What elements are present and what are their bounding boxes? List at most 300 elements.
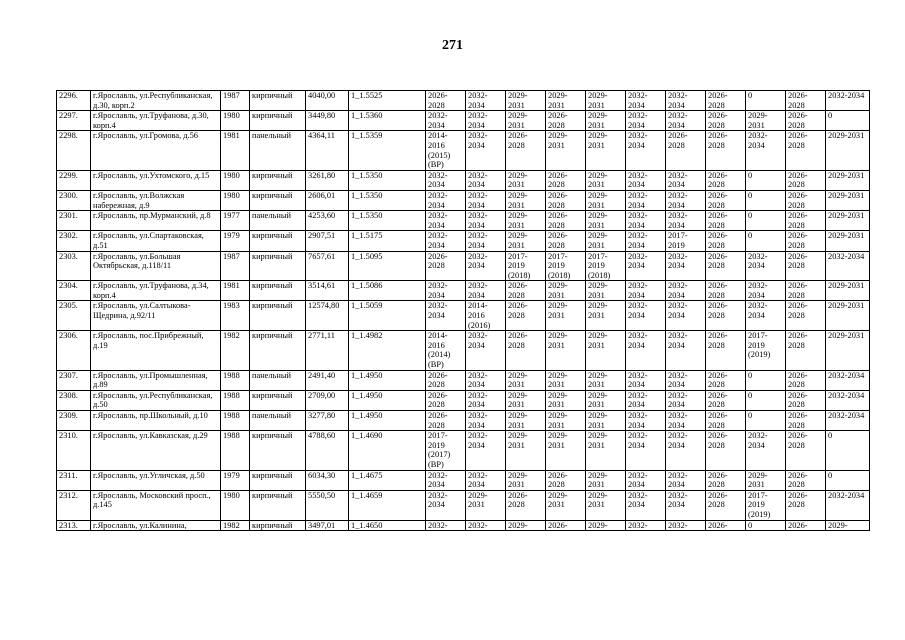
address-cell: г.Ярославль, ул.Салтыкова-Щедрина, д.92/11 [91, 301, 221, 331]
table-row [57, 190, 870, 210]
repair-period-cell: 2026-2028 [426, 411, 466, 431]
table-row [57, 490, 870, 520]
house-code-cell: 1_1.4950 [349, 411, 426, 431]
build-year-cell: 1982 [221, 331, 250, 370]
repair-period-cell: 2032-2034 [666, 211, 706, 231]
repair-period-cell: 2029-2031 [546, 91, 586, 111]
row-number-cell: 2308. [57, 390, 91, 410]
row-number-cell: 2296. [57, 91, 91, 111]
repair-period-cell: 2026-2028 [426, 251, 466, 281]
repair-period-cell: 2032-2034 [426, 281, 466, 301]
repair-period-cell: 2026-2028 [706, 470, 746, 490]
table-row [57, 331, 870, 370]
repair-period-cell: 2029-2031 [826, 131, 870, 170]
house-code-cell: 1_1.5360 [349, 111, 426, 131]
repair-period-cell: 2026-2028 [706, 170, 746, 190]
repair-period-cell: 2017-2019 (2019) [746, 490, 786, 520]
area-cell: 3514,61 [306, 281, 349, 301]
repair-period-cell: 2026-2028 [706, 231, 746, 251]
house-code-cell: 1_1.5350 [349, 170, 426, 190]
repair-period-cell: 2026-2028 [706, 331, 746, 370]
repair-period-cell: 2026-2028 [666, 131, 706, 170]
house-code-cell: 1_1.4950 [349, 390, 426, 410]
repair-period-cell: 2029-2031 [506, 190, 546, 210]
repair-period-cell: 2032-2034 [466, 390, 506, 410]
repair-period-cell: 2029-2031 [586, 490, 626, 520]
repair-period-cell: 2029-2031 [826, 281, 870, 301]
repair-period-cell: 2029-2031 [506, 470, 546, 490]
address-cell: г.Ярославль, Московский просп., д.145 [91, 490, 221, 520]
row-number-cell: 2300. [57, 190, 91, 210]
repair-period-cell: 2026-2028 [786, 431, 826, 470]
repair-period-cell: 2032-2034 [466, 231, 506, 251]
build-year-cell: 1983 [221, 301, 250, 331]
repair-period-cell: 2026-2028 [546, 170, 586, 190]
repair-period-cell: 2032- [666, 520, 706, 531]
repair-period-cell: 2032-2034 [466, 211, 506, 231]
repair-period-cell: 2026-2028 [786, 111, 826, 131]
repair-period-cell: 2029-2031 [506, 431, 546, 470]
address-cell: г.Ярославль, пос.Прибрежный, д.19 [91, 331, 221, 370]
table-row [57, 131, 870, 170]
repair-period-cell: 2032-2034 [746, 431, 786, 470]
repair-period-cell: 2029-2031 [546, 131, 586, 170]
table-row [57, 370, 870, 390]
area-cell: 4253,60 [306, 211, 349, 231]
repair-period-cell: 2026- [706, 520, 746, 531]
repair-period-cell: 2032-2034 [746, 281, 786, 301]
repair-period-cell: 2032-2034 [666, 390, 706, 410]
repair-period-cell: 2026-2028 [546, 231, 586, 251]
house-code-cell: 1_1.5350 [349, 211, 426, 231]
repair-period-cell: 2029-2031 [586, 190, 626, 210]
repair-period-cell: 2032-2034 [626, 331, 666, 370]
wall-material-cell: кирпичный [250, 170, 306, 190]
area-cell: 2491,40 [306, 370, 349, 390]
repair-period-cell: 2029-2031 [586, 390, 626, 410]
repair-period-cell: 0 [746, 411, 786, 431]
row-number-cell: 2306. [57, 331, 91, 370]
row-number-cell: 2298. [57, 131, 91, 170]
house-code-cell: 1_1.4650 [349, 520, 426, 531]
table-row [57, 301, 870, 331]
wall-material-cell: кирпичный [250, 190, 306, 210]
repair-period-cell: 2029-2031 [506, 111, 546, 131]
repair-period-cell: 2026-2028 [706, 301, 746, 331]
repair-period-cell: 2032-2034 [466, 431, 506, 470]
repair-period-cell: 2032-2034 [466, 111, 506, 131]
area-cell: 3277,80 [306, 411, 349, 431]
table-row [57, 231, 870, 251]
repair-period-cell: 2029-2031 [826, 331, 870, 370]
repair-period-cell: 2026-2028 [786, 331, 826, 370]
repair-period-cell: 2026-2028 [786, 251, 826, 281]
repair-period-cell: 2032-2034 [666, 370, 706, 390]
repair-period-cell: 2026-2028 [786, 131, 826, 170]
area-cell: 12574,80 [306, 301, 349, 331]
repair-period-cell: 2032-2034 [626, 111, 666, 131]
table-row [57, 91, 870, 111]
repair-period-cell: 2026-2028 [506, 281, 546, 301]
repair-period-cell: 2026-2028 [786, 470, 826, 490]
repair-period-cell: 2032-2034 [666, 190, 706, 210]
repair-period-cell: 2032-2034 [426, 111, 466, 131]
wall-material-cell: кирпичный [250, 111, 306, 131]
house-code-cell: 1_1.5095 [349, 251, 426, 281]
housing-registry-table [56, 90, 870, 531]
repair-period-cell: 2029-2031 [586, 111, 626, 131]
repair-period-cell: 2032-2034 [426, 190, 466, 210]
repair-period-cell: 2032-2034 [826, 370, 870, 390]
build-year-cell: 1980 [221, 170, 250, 190]
repair-period-cell: 2017-2019 (2019) [746, 331, 786, 370]
repair-period-cell: 2032-2034 [826, 490, 870, 520]
repair-period-cell: 2026-2028 [706, 370, 746, 390]
repair-period-cell: 2032-2034 [626, 301, 666, 331]
repair-period-cell: 2029-2031 [586, 370, 626, 390]
row-number-cell: 2305. [57, 301, 91, 331]
build-year-cell: 1987 [221, 251, 250, 281]
repair-period-cell: 2032-2034 [426, 170, 466, 190]
repair-period-cell: 2026-2028 [786, 91, 826, 111]
repair-period-cell: 2017-2019 (2018) [506, 251, 546, 281]
wall-material-cell: кирпичный [250, 520, 306, 531]
area-cell: 2709,00 [306, 390, 349, 410]
row-number-cell: 2311. [57, 470, 91, 490]
repair-period-cell: 2026-2028 [786, 301, 826, 331]
wall-material-cell: кирпичный [250, 331, 306, 370]
table-row [57, 520, 870, 531]
area-cell: 4788,60 [306, 431, 349, 470]
repair-period-cell: 2029-2031 [826, 190, 870, 210]
repair-period-cell: 2029-2031 [586, 431, 626, 470]
repair-period-cell: 0 [746, 190, 786, 210]
repair-period-cell: 0 [746, 520, 786, 531]
repair-period-cell: 2029-2031 [746, 470, 786, 490]
repair-period-cell: 2029-2031 [506, 211, 546, 231]
repair-period-cell: 2029-2031 [826, 170, 870, 190]
repair-period-cell: 2029-2031 [506, 91, 546, 111]
repair-period-cell: 2032- [626, 520, 666, 531]
repair-period-cell: 2029-2031 [586, 470, 626, 490]
address-cell: г.Ярославль, ул.Калинина, [91, 520, 221, 531]
repair-period-cell: 2032-2034 [626, 281, 666, 301]
repair-period-cell: 2029-2031 [546, 411, 586, 431]
repair-period-cell: 2029-2031 [506, 370, 546, 390]
repair-period-cell: 2032-2034 [466, 411, 506, 431]
repair-period-cell: 2032-2034 [426, 490, 466, 520]
row-number-cell: 2297. [57, 111, 91, 131]
repair-period-cell: 2026-2028 [786, 370, 826, 390]
repair-period-cell: 2029-2031 [586, 331, 626, 370]
repair-period-cell: 2032-2034 [426, 211, 466, 231]
repair-period-cell: 2032-2034 [626, 131, 666, 170]
repair-period-cell: 2032-2034 [626, 411, 666, 431]
repair-period-cell: 2032-2034 [626, 190, 666, 210]
repair-period-cell: 0 [746, 211, 786, 231]
repair-period-cell: 2029-2031 [546, 431, 586, 470]
repair-period-cell: 0 [826, 111, 870, 131]
address-cell: г.Ярославль, ул.Угличская, д.50 [91, 470, 221, 490]
wall-material-cell: кирпичный [250, 470, 306, 490]
repair-period-cell: 2029-2031 [546, 390, 586, 410]
build-year-cell: 1980 [221, 490, 250, 520]
repair-period-cell: 2032-2034 [746, 131, 786, 170]
repair-period-cell: 2032-2034 [666, 251, 706, 281]
house-code-cell: 1_1.5086 [349, 281, 426, 301]
table-row [57, 111, 870, 131]
area-cell: 4040,00 [306, 91, 349, 111]
repair-period-cell: 2032-2034 [626, 370, 666, 390]
row-number-cell: 2304. [57, 281, 91, 301]
house-code-cell: 1_1.4690 [349, 431, 426, 470]
repair-period-cell: 2032-2034 [666, 470, 706, 490]
repair-period-cell: 2032-2034 [666, 111, 706, 131]
table-row [57, 170, 870, 190]
repair-period-cell: 2014-2016 (2014) (ВР) [426, 331, 466, 370]
repair-period-cell: 2032-2034 [426, 301, 466, 331]
repair-period-cell: 2026-2028 [786, 281, 826, 301]
repair-period-cell: 2032- [466, 520, 506, 531]
repair-period-cell: 2026-2028 [706, 281, 746, 301]
address-cell: г.Ярославль, ул.Громова, д.56 [91, 131, 221, 170]
repair-period-cell: 2029-2031 [826, 301, 870, 331]
repair-period-cell: 2026-2028 [786, 231, 826, 251]
repair-period-cell: 2026-2028 [506, 301, 546, 331]
repair-period-cell: 2029-2031 [546, 301, 586, 331]
repair-period-cell: 2026-2028 [706, 131, 746, 170]
build-year-cell: 1982 [221, 520, 250, 531]
house-code-cell: 1_1.5059 [349, 301, 426, 331]
repair-period-cell: 2017-2019 (2018) [586, 251, 626, 281]
repair-period-cell: 0 [746, 231, 786, 251]
repair-period-cell: 2026-2028 [426, 370, 466, 390]
repair-period-cell: 2032-2034 [466, 370, 506, 390]
house-code-cell: 1_1.4659 [349, 490, 426, 520]
build-year-cell: 1979 [221, 470, 250, 490]
repair-period-cell: 2032-2034 [666, 490, 706, 520]
build-year-cell: 1987 [221, 91, 250, 111]
area-cell: 2907,51 [306, 231, 349, 251]
repair-period-cell: 2026-2028 [706, 390, 746, 410]
wall-material-cell: кирпичный [250, 281, 306, 301]
address-cell: г.Ярославль, ул.Промышленная, д.89 [91, 370, 221, 390]
wall-material-cell: панельный [250, 370, 306, 390]
repair-period-cell: 2032-2034 [626, 211, 666, 231]
build-year-cell: 1988 [221, 390, 250, 410]
repair-period-cell: 2026-2028 [546, 211, 586, 231]
repair-period-cell: 2029-2031 [586, 131, 626, 170]
house-code-cell: 1_1.5175 [349, 231, 426, 251]
wall-material-cell: кирпичный [250, 490, 306, 520]
repair-period-cell: 2029-2031 [586, 301, 626, 331]
repair-period-cell: 2026-2028 [706, 490, 746, 520]
repair-period-cell: 2032-2034 [626, 390, 666, 410]
repair-period-cell: 2032-2034 [666, 281, 706, 301]
build-year-cell: 1980 [221, 111, 250, 131]
area-cell: 4364,11 [306, 131, 349, 170]
repair-period-cell: 2026-2028 [786, 390, 826, 410]
repair-period-cell: 2032-2034 [626, 490, 666, 520]
repair-period-cell: 0 [746, 91, 786, 111]
repair-period-cell: 2029-2031 [506, 411, 546, 431]
address-cell: г.Ярославль, ул.Труфанова, д.34, корп.4 [91, 281, 221, 301]
area-cell: 3261,80 [306, 170, 349, 190]
row-number-cell: 2301. [57, 211, 91, 231]
repair-period-cell: 2032-2034 [626, 91, 666, 111]
table-row [57, 411, 870, 431]
repair-period-cell: 2026-2028 [506, 490, 546, 520]
repair-period-cell: 2026-2028 [706, 251, 746, 281]
repair-period-cell: 2032-2034 [826, 390, 870, 410]
row-number-cell: 2302. [57, 231, 91, 251]
repair-period-cell: 0 [826, 431, 870, 470]
row-number-cell: 2310. [57, 431, 91, 470]
repair-period-cell: 2026-2028 [546, 111, 586, 131]
repair-period-cell: 2029-2031 [586, 281, 626, 301]
wall-material-cell: панельный [250, 211, 306, 231]
repair-period-cell: 2032-2034 [746, 251, 786, 281]
repair-period-cell: 2029-2031 [586, 411, 626, 431]
table-row [57, 390, 870, 410]
repair-period-cell: 2032-2034 [466, 131, 506, 170]
repair-period-cell: 2032-2034 [466, 251, 506, 281]
repair-period-cell: 2029-2031 [826, 211, 870, 231]
repair-period-cell: 2032-2034 [626, 170, 666, 190]
build-year-cell: 1977 [221, 211, 250, 231]
repair-period-cell: 2029-2031 [586, 211, 626, 231]
repair-period-cell: 2029-2031 [506, 170, 546, 190]
repair-period-cell: 2032-2034 [826, 411, 870, 431]
build-year-cell: 1981 [221, 281, 250, 301]
row-number-cell: 2312. [57, 490, 91, 520]
repair-period-cell: 2032-2034 [466, 470, 506, 490]
area-cell: 2606,01 [306, 190, 349, 210]
table-row [57, 211, 870, 231]
address-cell: г.Ярославль, ул.Республиканская, д.30, корп.2 [91, 91, 221, 111]
repair-period-cell: 2026-2028 [786, 211, 826, 231]
repair-period-cell: 2014-2016 (2016) [466, 301, 506, 331]
repair-period-cell: 2017-2019 (2017) (ВР) [426, 431, 466, 470]
repair-period-cell: 2029- [506, 520, 546, 531]
registry-table-body [57, 91, 870, 531]
repair-period-cell: 2026-2028 [426, 91, 466, 111]
repair-period-cell: 2026-2028 [506, 331, 546, 370]
repair-period-cell: 2026-2028 [706, 111, 746, 131]
row-number-cell: 2299. [57, 170, 91, 190]
row-number-cell: 2313. [57, 520, 91, 531]
repair-period-cell: 0 [746, 390, 786, 410]
house-code-cell: 1_1.5525 [349, 91, 426, 111]
wall-material-cell: кирпичный [250, 231, 306, 251]
repair-period-cell: 2029-2031 [546, 490, 586, 520]
repair-period-cell: 2026-2028 [706, 411, 746, 431]
address-cell: г.Ярославль, пр.Школьный, д.10 [91, 411, 221, 431]
repair-period-cell: 2026-2028 [786, 411, 826, 431]
repair-period-cell: 2026-2028 [786, 490, 826, 520]
repair-period-cell: 2029-2031 [826, 231, 870, 251]
address-cell: г.Ярославль, ул.Спартаковская, д.51 [91, 231, 221, 251]
repair-period-cell: 2032-2034 [466, 190, 506, 210]
repair-period-cell: 0 [826, 470, 870, 490]
build-year-cell: 1988 [221, 370, 250, 390]
table-row [57, 281, 870, 301]
repair-period-cell: 2026- [786, 520, 826, 531]
repair-period-cell: 2026-2028 [786, 190, 826, 210]
wall-material-cell: кирпичный [250, 251, 306, 281]
repair-period-cell: 2032-2034 [466, 281, 506, 301]
area-cell: 6034,30 [306, 470, 349, 490]
build-year-cell: 1979 [221, 231, 250, 251]
row-number-cell: 2307. [57, 370, 91, 390]
repair-period-cell: 2032-2034 [626, 431, 666, 470]
build-year-cell: 1988 [221, 411, 250, 431]
repair-period-cell: 2032-2034 [626, 251, 666, 281]
table-row [57, 431, 870, 470]
repair-period-cell: 2032-2034 [626, 231, 666, 251]
repair-period-cell: 2032-2034 [466, 170, 506, 190]
house-code-cell: 1_1.4982 [349, 331, 426, 370]
repair-period-cell: 2026-2028 [506, 131, 546, 170]
repair-period-cell: 2026-2028 [706, 91, 746, 111]
repair-period-cell: 2026-2028 [706, 431, 746, 470]
wall-material-cell: кирпичный [250, 301, 306, 331]
repair-period-cell: 2029-2031 [546, 370, 586, 390]
address-cell: г.Ярославль, ул.Труфанова, д.30, корп.4 [91, 111, 221, 131]
house-code-cell: 1_1.5359 [349, 131, 426, 170]
repair-period-cell: 2032-2034 [466, 91, 506, 111]
area-cell: 5550,50 [306, 490, 349, 520]
repair-period-cell: 2029-2031 [586, 231, 626, 251]
repair-period-cell: 2026-2028 [426, 390, 466, 410]
build-year-cell: 1981 [221, 131, 250, 170]
wall-material-cell: кирпичный [250, 431, 306, 470]
area-cell: 2771,11 [306, 331, 349, 370]
address-cell: г.Ярославль, ул.Большая Октябрьская, д.118/11 [91, 251, 221, 281]
wall-material-cell: кирпичный [250, 390, 306, 410]
repair-period-cell: 2032-2034 [746, 301, 786, 331]
repair-period-cell: 2032- [426, 520, 466, 531]
house-code-cell: 1_1.4675 [349, 470, 426, 490]
repair-period-cell: 2029-2031 [466, 490, 506, 520]
table-row [57, 470, 870, 490]
repair-period-cell: 2017-2019 [666, 231, 706, 251]
repair-period-cell: 2026-2028 [706, 211, 746, 231]
repair-period-cell: 2032-2034 [666, 301, 706, 331]
address-cell: г.Ярославль, ул.Ухтомского, д.15 [91, 170, 221, 190]
repair-period-cell: 2032-2034 [666, 411, 706, 431]
repair-period-cell: 2032-2034 [626, 470, 666, 490]
repair-period-cell: 2026- [546, 520, 586, 531]
area-cell: 7657,61 [306, 251, 349, 281]
repair-period-cell: 2014-2016 (2015) (ВР) [426, 131, 466, 170]
repair-period-cell: 0 [746, 370, 786, 390]
repair-period-cell: 2032-2034 [826, 251, 870, 281]
repair-period-cell: 2032-2034 [826, 91, 870, 111]
house-code-cell: 1_1.4950 [349, 370, 426, 390]
address-cell: г.Ярославль, ул.Кавказская, д.29 [91, 431, 221, 470]
repair-period-cell: 2026-2028 [706, 190, 746, 210]
repair-period-cell: 2026-2028 [546, 470, 586, 490]
area-cell: 3497,01 [306, 520, 349, 531]
repair-period-cell: 0 [746, 170, 786, 190]
repair-period-cell: 2032-2034 [426, 470, 466, 490]
address-cell: г.Ярославль, ул.Республиканская, д.50 [91, 390, 221, 410]
repair-period-cell: 2029-2031 [586, 170, 626, 190]
build-year-cell: 1988 [221, 431, 250, 470]
repair-period-cell: 2029- [586, 520, 626, 531]
repair-period-cell: 2032-2034 [666, 431, 706, 470]
